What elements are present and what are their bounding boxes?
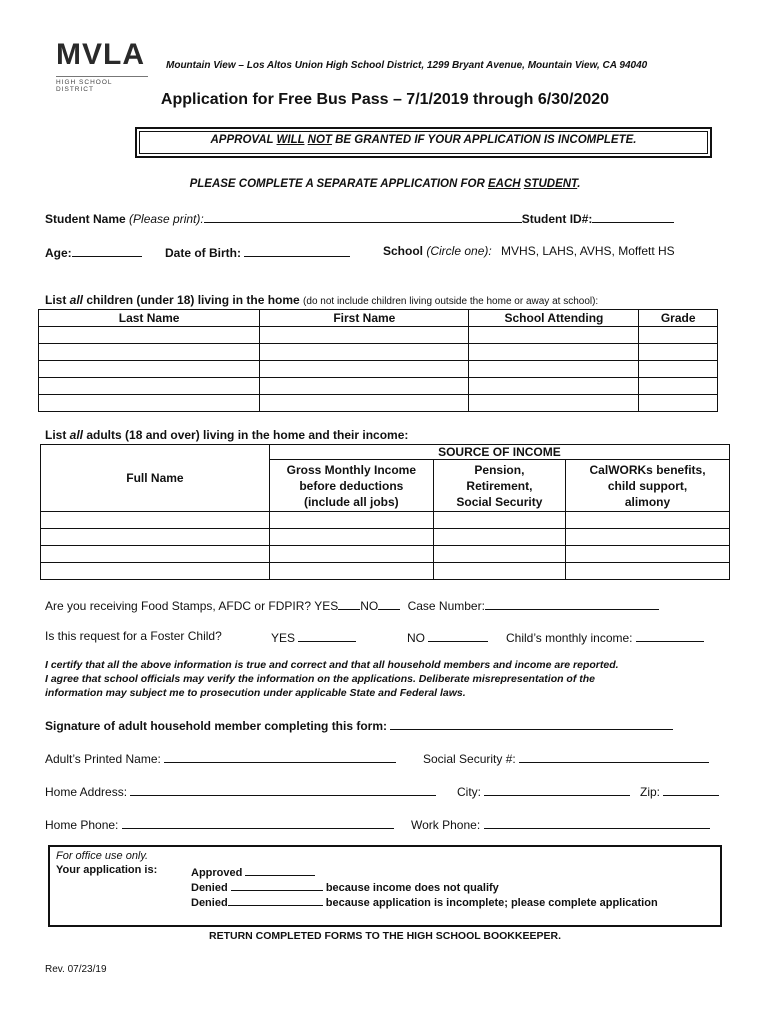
student-name-row: Student Name (Please print): Student ID#: <box>45 210 674 226</box>
col-full-name: Full Name <box>41 445 270 512</box>
student-age-row <box>45 244 142 260</box>
col-calworks: CalWORKs benefits, child support, alimony <box>566 460 730 512</box>
case-number-field[interactable] <box>485 597 659 610</box>
signature-label: Signature of adult household member completing this form: <box>45 719 388 733</box>
table-row[interactable] <box>39 327 718 344</box>
denied-incomplete-field[interactable] <box>228 895 323 906</box>
col-grade: Grade <box>639 310 718 327</box>
approved-field[interactable] <box>245 865 315 876</box>
case-number-label: Case Number: <box>407 599 485 613</box>
children-intro: List all children (under 18) living in the home (do not include children living outside the home or away at school): <box>45 293 599 307</box>
page-title: Application for Free Bus Pass – 7/1/2019 through 6/30/2020 <box>160 91 610 108</box>
student-name-field[interactable] <box>204 210 522 223</box>
denied-income-field[interactable] <box>231 880 323 891</box>
phone-row: Home Phone: <box>45 816 394 832</box>
adults-table <box>40 444 730 580</box>
city-field[interactable] <box>484 783 630 796</box>
age-label: Age: <box>45 246 72 260</box>
certification-text: I certify that all the above information is true and correct and that all household members and income are reported. I agree that school officials may verify the information on the applications. Deliberate misrepresentation of the information may subject me to prosecution under applicable State and Federal laws. <box>45 659 619 699</box>
table-row[interactable] <box>39 395 718 412</box>
foster-child-row <box>45 629 222 643</box>
col-last-name: Last Name <box>39 310 260 327</box>
foster-no-field[interactable] <box>428 629 488 642</box>
school-options[interactable]: MVHS, LAHS, AVHS, Moffett HS <box>501 244 675 258</box>
table-row[interactable] <box>41 546 730 563</box>
table-row[interactable] <box>39 361 718 378</box>
approval-not: NOT <box>307 134 332 146</box>
signature-field[interactable] <box>390 717 673 730</box>
school-label: School <box>383 244 424 258</box>
address-row: Home Address: <box>45 783 436 799</box>
work-phone-field[interactable] <box>484 816 710 829</box>
your-application-label: Your application is: <box>56 864 158 876</box>
child-income-field[interactable] <box>636 629 704 642</box>
dob-label: Date of Birth: <box>165 246 241 260</box>
table-row[interactable] <box>39 344 718 361</box>
revision-date: Rev. 07/23/19 <box>45 964 107 975</box>
office-use-heading: For office use only. <box>56 850 149 862</box>
child-income-label: Child’s monthly income: <box>506 631 633 645</box>
office-use-box: For office use only. Your application is: Approved Denied because income does not qualify Denied because application is incomplete; please complete application <box>48 845 722 927</box>
food-stamps-no-field[interactable] <box>378 597 400 610</box>
student-name-label: Student Name <box>45 212 126 226</box>
table-row[interactable] <box>39 378 718 395</box>
district-logo-subtitle: HIGH SCHOOL DISTRICT <box>56 76 148 93</box>
zip-field[interactable] <box>663 783 719 796</box>
district-address: Mountain View – Los Altos Union High School District, 1299 Bryant Avenue, Mountain View, CA 94040 <box>166 60 648 71</box>
col-pension: Pension, Retirement, Social Security <box>433 460 565 512</box>
return-instructions: RETURN COMPLETED FORMS TO THE HIGH SCHOOL BOOKKEEPER. <box>209 930 561 942</box>
children-table <box>38 309 718 412</box>
printed-name-field[interactable] <box>164 750 396 763</box>
adults-intro: List all adults (18 and over) living in the home and their income: <box>45 428 409 442</box>
home-address-field[interactable] <box>130 783 436 796</box>
student-id-label: Student ID#: <box>521 212 593 226</box>
district-logo: MVLA <box>56 38 145 71</box>
table-row[interactable] <box>41 512 730 529</box>
separate-application-notice: PLEASE COMPLETE A SEPARATE APPLICATION FOR EACH STUDENT. <box>189 178 581 190</box>
food-stamps-label: Are you receiving Food Stamps, AFDC or FDPIR? YES <box>45 599 339 613</box>
col-first-name: First Name <box>260 310 469 327</box>
dob-field[interactable] <box>244 244 350 257</box>
foster-yes-field[interactable] <box>298 629 356 642</box>
age-field[interactable] <box>72 244 142 257</box>
signature-row <box>45 717 673 733</box>
home-phone-field[interactable] <box>122 816 394 829</box>
food-stamps-yes-field[interactable] <box>338 597 360 610</box>
source-of-income-header: SOURCE OF INCOME <box>269 445 729 460</box>
printed-name-row: Adult’s Printed Name: <box>45 750 396 766</box>
col-school-attending: School Attending <box>469 310 639 327</box>
approval-will: WILL <box>276 134 305 146</box>
table-row[interactable] <box>41 529 730 546</box>
foster-child-label: Is this request for a Foster Child? <box>45 629 222 643</box>
food-stamps-row: Are you receiving Food Stamps, AFDC or FDPIR? YES NO Case Number: <box>45 597 659 613</box>
col-gross-income: Gross Monthly Income before deductions (include all jobs) <box>269 460 433 512</box>
table-row[interactable] <box>41 563 730 580</box>
student-id-field[interactable] <box>592 210 674 223</box>
ssn-field[interactable] <box>519 750 709 763</box>
approval-notice-box: APPROVAL WILL NOT BE GRANTED IF YOUR APPLICATION IS INCOMPLETE. <box>135 127 712 158</box>
